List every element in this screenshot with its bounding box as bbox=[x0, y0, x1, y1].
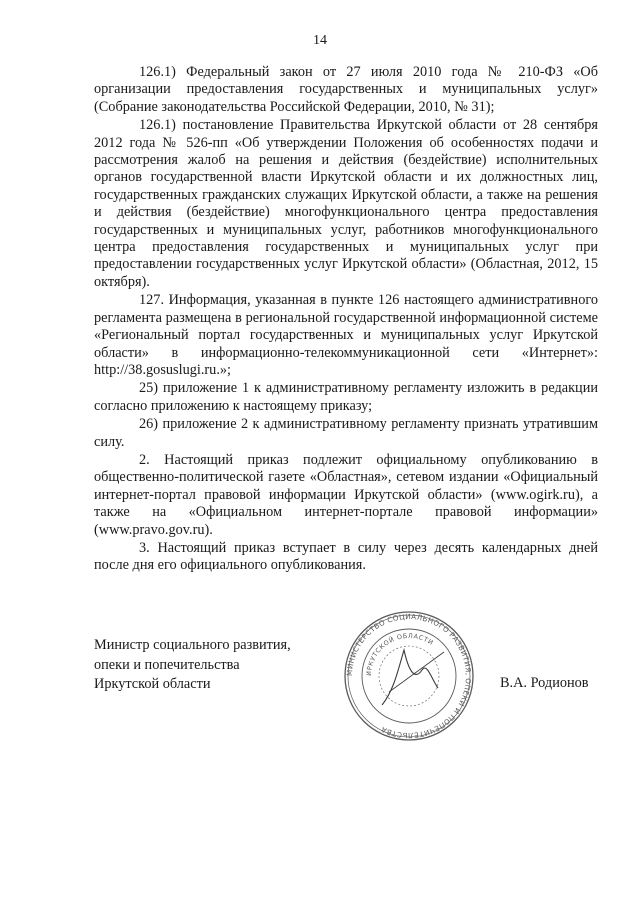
paragraph-entry-into-force: 3. Настоящий приказ вступает в силу через десять календарных дней после дня его официального опубликования. bbox=[94, 539, 598, 574]
signatory-position-line-2: опеки и попечительства bbox=[94, 656, 240, 673]
paragraph-item-26: 26) приложение 2 к административному регламенту признать утратившим силу. bbox=[94, 416, 598, 450]
paragraph-127-information: 127. Информация, указанная в пункте 126 настоящего административного регламента размещена в региональной государственной информационной системе «Региональный портал государственных и муниципальных услуг Иркутской области» в информационно-телекоммуникационной сети «Интернет»: http://38.gosuslugi.ru.»; bbox=[94, 292, 598, 378]
signatory-name: В.А. Родионов bbox=[500, 675, 589, 691]
svg-text:ИРКУТСКОЙ ОБЛАСТИ bbox=[365, 632, 435, 676]
signature-block bbox=[94, 636, 291, 695]
paragraph-126-1-federal-law: 126.1) Федеральный закон от 27 июля 2010 года № 210-ФЗ «Об организации предоставления государственных и муниципальных услуг» (Собрание законодательства Российской Федерации, 2010, № 31); bbox=[94, 64, 598, 115]
page-number: 14 bbox=[313, 33, 327, 48]
seal-outer-text: МИНИСТЕРСТВО СОЦИАЛЬНОГО РАЗВИТИЯ, ОПЕКИ И ПОПЕЧИТЕЛЬСТВА bbox=[344, 611, 474, 741]
paragraph-126-1-resolution: 126.1) постановление Правительства Иркутской области от 28 сентября 2012 года № 526-пп «Об утверждении Положения об особенностях подачи и рассмотрения жалоб на решения и действия (бездействие) исполнительных органов государственной власти Иркутской области и их должностных лиц, государственных гражданских служащих Иркутской области, а также на решения и действия (бездействие) многофункционального центра предоставления государственных и муниципальных услуг, работников многофункционального центра предоставления государственных и муниципальных услуг при предоставлении государственных услуг Иркутской области» (Областная, 2012, 15 октября). bbox=[94, 117, 598, 290]
paragraph-publication: 2. Настоящий приказ подлежит официальному опубликованию в общественно-политической газете «Областная», сетевом издании «Официальный интернет-портал правовой информации Иркутской области» (www.ogirk.ru), а также на «Официальном интернет-портале правовой информации» (www.pravo.gov.ru). bbox=[94, 451, 598, 538]
paragraph-item-25: 25) приложение 1 к административному регламенту изложить в редакции согласно приложению к настоящему приказу; bbox=[94, 380, 598, 414]
seal-inner-text: ИРКУТСКОЙ ОБЛАСТИ bbox=[364, 631, 435, 677]
signatory-position-line-3: Иркутской области bbox=[94, 676, 211, 692]
document-body bbox=[94, 64, 598, 575]
official-seal-stamp bbox=[334, 610, 484, 742]
signatory-position-line-1: Министр социального развития, bbox=[94, 637, 291, 653]
